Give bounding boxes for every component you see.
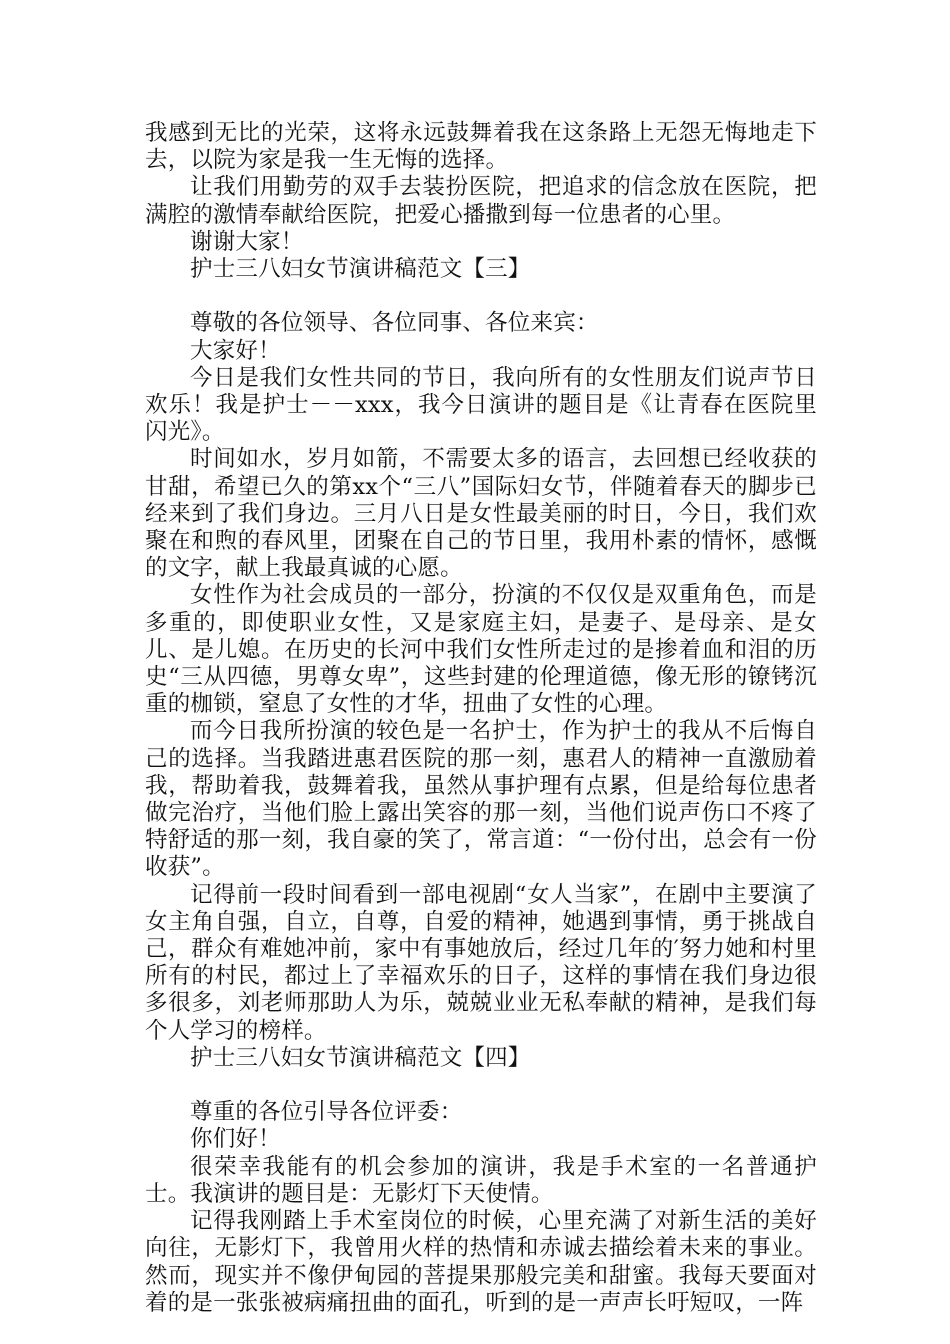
paragraph: 今日是我们女性共同的节日，我向所有的女性朋友们说声节日欢乐！我是护士－－xxx，我今日演讲的题目是《让青春在医院里闪光》。 <box>145 364 817 446</box>
paragraph: 让我们用勤劳的双手去装扮医院，把追求的信念放在医院，把满腔的激情奉献给医院，把爱心播撒到每一位患者的心里。 <box>145 174 817 228</box>
greeting: 你们好！ <box>190 1126 281 1153</box>
paragraph: 我感到无比的光荣，这将永远鼓舞着我在这条路上无怨无悔地走下去，以院为家是我一生无悔的选择。 <box>145 120 817 174</box>
section-heading: 护士三八妇女节演讲稿范文【四】 <box>190 1044 531 1071</box>
paragraph: 女性作为社会成员的一部分，扮演的不仅仅是双重角色，而是多重的，即使职业女性，又是家庭主妇，是妻子、是母亲、是女儿、是儿媳。在历史的长河中我们女性所走过的是掺着血和泪的历史“三从四德，男尊女卑”，这些封建的伦理道德，像无形的镣铐沉重的枷锁，窒息了女性的才华，扭曲了女性的心理。 <box>145 582 817 718</box>
paragraph: 记得我刚踏上手术室岗位的时候，心里充满了对新生活的美好向往，无影灯下，我曾用火样的热情和赤诚去描绘着未来的事业。然而，现实并不像伊甸园的菩提果那般完美和甜蜜。我每天要面对着的是一张张被病痛扭曲的面孔，听到的是一声声长吁短叹，一阵 <box>145 1208 817 1316</box>
salutation: 尊重的各位引导各位评委： <box>190 1099 463 1126</box>
blank-line <box>145 283 817 310</box>
greeting: 大家好！ <box>190 337 281 364</box>
paragraph: 而今日我所扮演的较色是一名护士，作为护士的我从不后悔自己的选择。当我踏进惠君医院的那一刻，惠君人的精神一直激励着我，帮助着我，鼓舞着我，虽然从事护理有点累，但是给每位患者做完治疗，当他们脸上露出笑容的那一刻，当他们说声伤口不疼了特舒适的那一刻，我自豪的笑了，常言道：“一份付出，总会有一份收获”。 <box>145 718 817 881</box>
blank-line <box>145 1072 817 1099</box>
paragraph: 很荣幸我能有的机会参加的演讲，我是手术室的一名普通护士。我演讲的题目是：无影灯下天使情。 <box>145 1153 817 1207</box>
paragraph: 记得前一段时间看到一部电视剧“女人当家”，在剧中主要演了女主角自强，自立，自尊，自爱的精神，她遇到事情，勇于挑战自己，群众有难她冲前，家中有事她放后，经过几年的′努力她和村里所有的村民，都过上了幸福欢乐的日子，这样的事情在我们身边很多很多，刘老师那助人为乐，兢兢业业无私奉献的精神，是我们每个人学习的榜样。 <box>145 881 817 1044</box>
closing-line: 谢谢大家！ <box>190 228 304 255</box>
paragraph: 时间如水，岁月如箭，不需要太多的语言，去回想已经收获的甘甜，希望已久的第xx个“三八”国际妇女节，伴随着春天的脚步已经来到了我们身边。三月八日是女性最美丽的时日，今日，我们欢聚在和煦的春风里，团聚在自己的节日里，我用朴素的情怀，感慨的文字，献上我最真诚的心愿。 <box>145 446 817 582</box>
document-page <box>145 120 817 1317</box>
salutation: 尊敬的各位领导、各位同事、各位来宾： <box>190 310 599 337</box>
section-heading: 护士三八妇女节演讲稿范文【三】 <box>190 256 531 283</box>
